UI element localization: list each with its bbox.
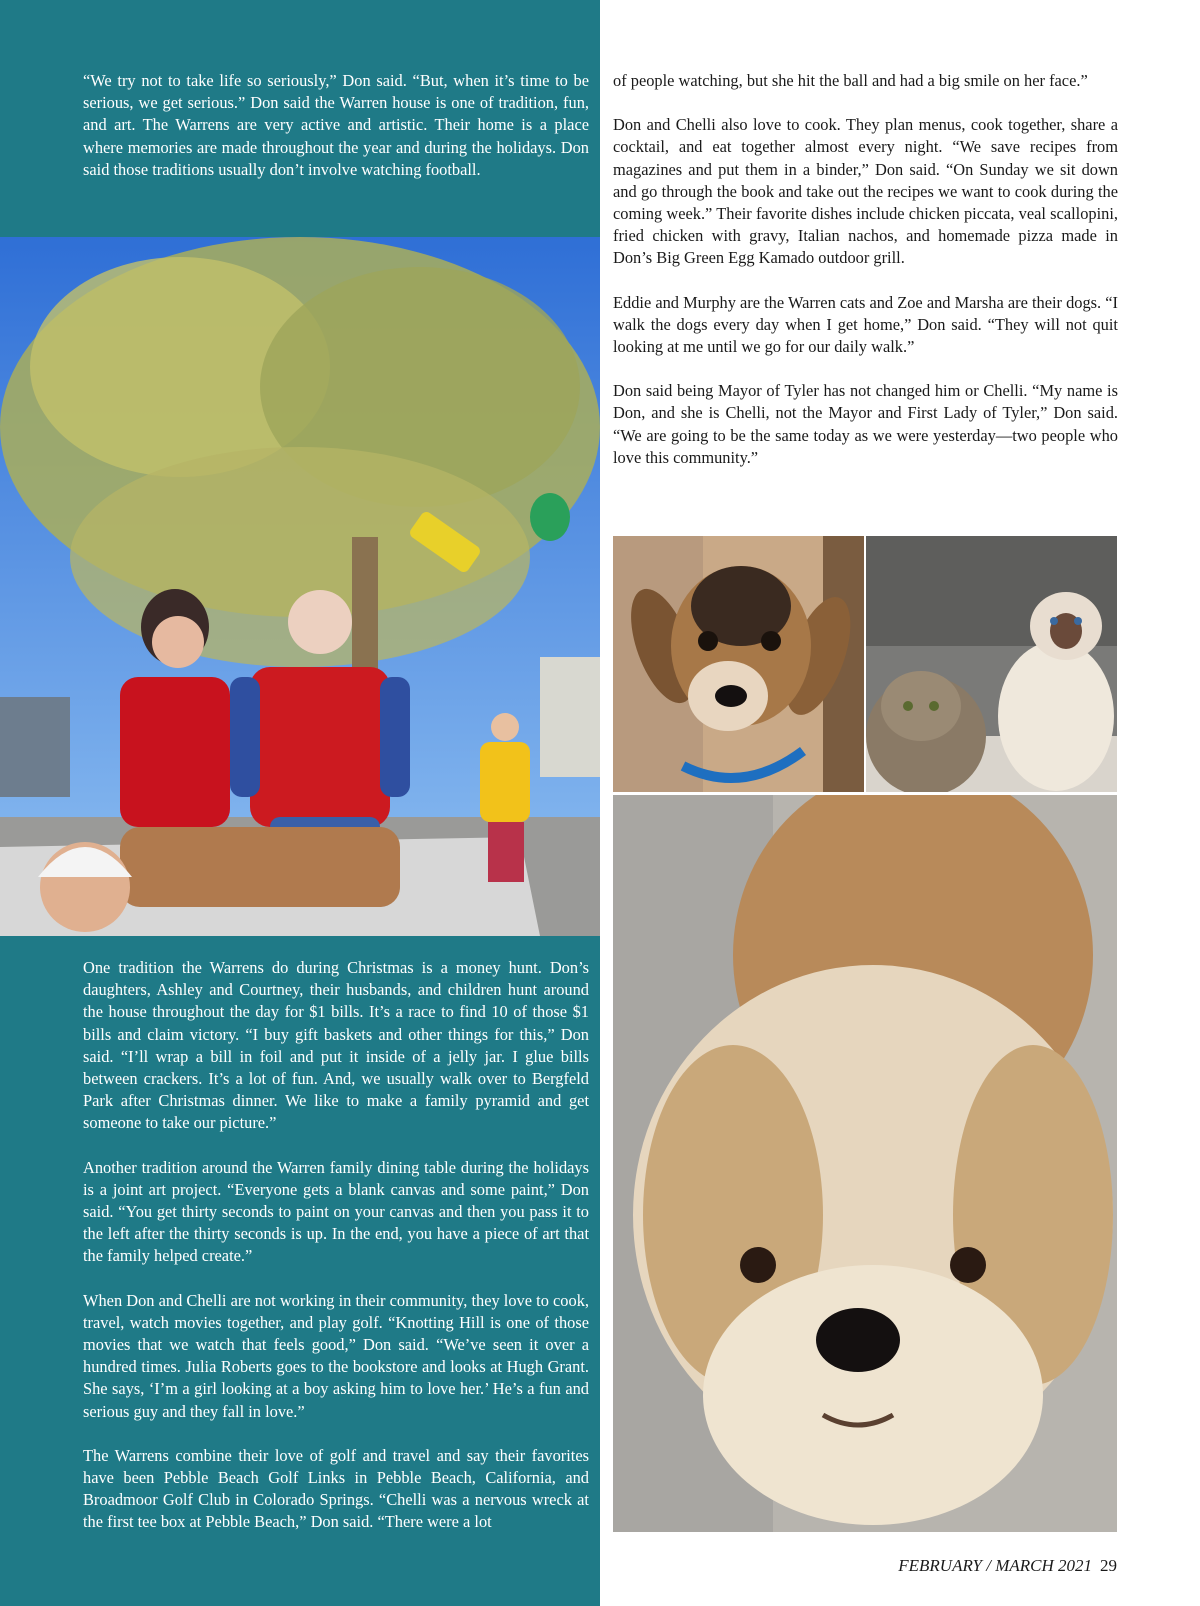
paragraph: Don said being Mayor of Tyler has not changed him or Chelli. “My name is Don, and she is Chelli, not the Mayor and First Lady of Tyler,” Don said. “We are going to be the same today as we were yesterday—two people who love this community.” <box>613 381 1118 467</box>
left-top-text <box>83 70 589 203</box>
parade-photo-illustration <box>0 237 600 936</box>
paragraph: Don and Chelli also love to cook. They plan menus, cook together, share a cocktail, and eat together almost every night. “We save recipes from magazines and put them in a binder,” Don said. “On Sunday we sit down and go through the book and take out the recipes we want to cook during the coming week.” Their favorite dishes include chicken piccata, veal scallopini, fried chicken with gravy, Italian nachos, and homemade pizza made in Don’s Big Green Egg Kamado outdoor grill. <box>613 115 1118 268</box>
page-number: 29 <box>1100 1556 1117 1575</box>
paragraph: “We try not to take life so seriously,” Don said. “But, when it’s time to be serious, we get serious.” Don said the Warren house is one of tradition, fun, and art. The Warrens are very active and artistic. Their home is a place where memories are made throughout the year and during the holidays. Don said those traditions usually don’t involve watching football. <box>83 71 589 179</box>
right-column-text <box>613 70 1118 491</box>
paragraph: When Don and Chelli are not working in their community, they love to cook, travel, watch movies together, and play golf. “Knotting Hill is one of those movies that we watch that feels good,” Don said. “We’ve seen it over a hundred times. Julia Roberts goes to the bookstore and looks at Hugh Grant. She says, ‘I’m a girl looking at a boy asking him to love her.’ He’s a fun and serious guy and they fall in love.” <box>83 1290 589 1421</box>
paragraph: The Warrens combine their love of golf and travel and say their favorites have been Pebble Beach Golf Links in Pebble Beach, California, and Broadmoor Golf Club in Colorado Springs. “Chelli was a nervous wreck at the first tee box at Pebble Beach,” Don said. “There were a lot <box>83 1445 589 1532</box>
beagle-illustration <box>613 536 864 792</box>
paragraph: of people watching, but she hit the ball and had a big smile on her face.” <box>613 71 1088 90</box>
left-bottom-text <box>83 957 589 1556</box>
parade-photo <box>0 237 600 936</box>
cats-photo <box>866 536 1117 792</box>
paragraph: Eddie and Murphy are the Warren cats and Zoe and Marsha are their dogs. “I walk the dogs every day when I get home,” Don said. “They will not quit looking at me until we go for our daily walk.” <box>613 292 1118 357</box>
issue-date: FEBRUARY / MARCH 2021 <box>898 1556 1092 1575</box>
cats-illustration <box>866 536 1117 792</box>
paragraph: Another tradition around the Warren family dining table during the holidays is a joint art project. “Everyone gets a blank canvas and some paint,” Don said. “You get thirty seconds to paint on your canvas and then you pass it to the left after the thirty seconds is up. In the end, you have a piece of art that the family helped create.” <box>83 1157 589 1266</box>
beagle-photo <box>613 536 864 792</box>
terrier-illustration <box>613 795 1117 1532</box>
page-footer <box>898 1556 1117 1576</box>
paragraph: One tradition the Warrens do during Christmas is a money hunt. Don’s daughters, Ashley and Courtney, their husbands, and children hunt around the house throughout the day for $1 bills. It’s a race to find 10 of those $1 bills and claim victory. “I buy gift baskets and other things for this,” Don said. “I’ll wrap a bill in foil and put it inside of a jelly jar. I glue bills between crackers. It’s a lot of fun. And, we usually walk over to Bergfeld Park after Christmas dinner. We like to make a family pyramid and get someone to take our picture.” <box>83 958 589 1133</box>
terrier-photo <box>613 795 1117 1532</box>
